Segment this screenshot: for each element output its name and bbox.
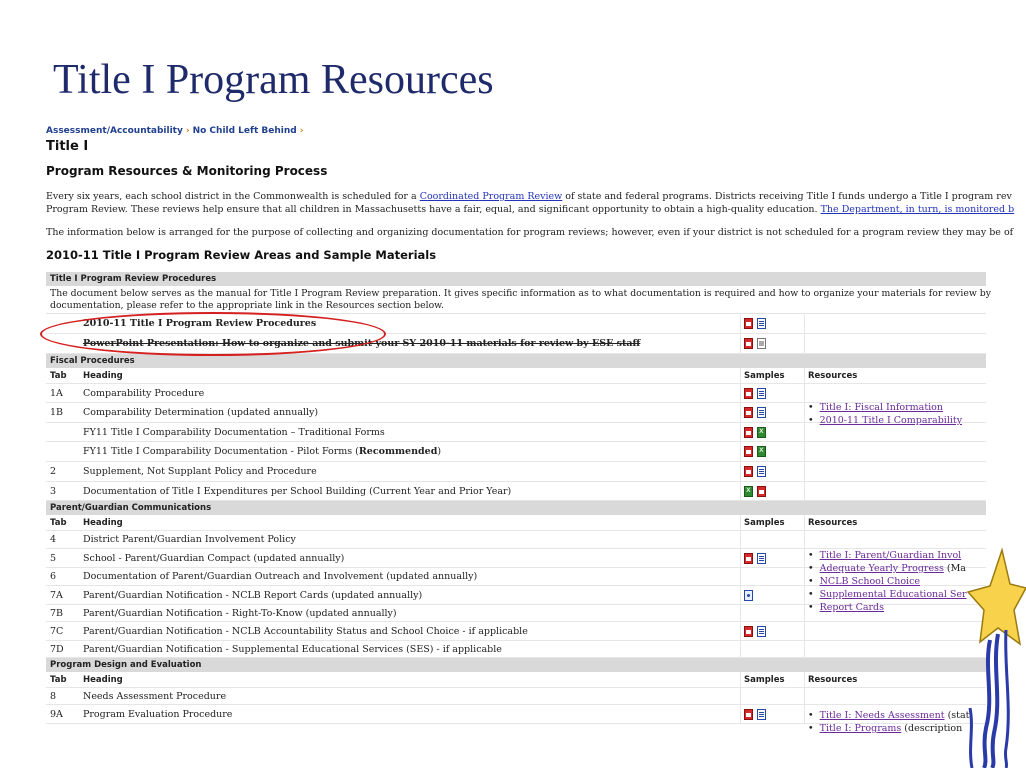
breadcrumb (46, 126, 306, 136)
web-icon[interactable] (744, 590, 753, 601)
fiscal-resources-list (808, 401, 962, 427)
paragraph-text: Program Review. These reviews help ensure that all children in Massachusetts have a fair, equal, and significant opportunity to obtain a high-quality education. (46, 204, 821, 215)
resource-link[interactable]: 2010-11 Title I Comparability (819, 415, 963, 426)
parent-resources-list (808, 549, 967, 614)
column-header: Tab (50, 517, 67, 528)
tab-cell: 5 (50, 552, 57, 564)
chevron-right-icon: › (299, 126, 304, 136)
heading-cell (80, 446, 740, 457)
heading-cell: Comparability Determination (updated annually) (83, 407, 319, 418)
page-subheading: Program Resources & Monitoring Process (46, 164, 328, 178)
samples-cell (740, 705, 804, 723)
slide-title: Title I Program Resources (53, 57, 494, 103)
heading-cell: Parent/Guardian Notification - NCLB Accountability Status and School Choice - if applicable (83, 625, 528, 637)
word-icon[interactable] (757, 318, 766, 329)
resource-note: (stat (944, 710, 970, 721)
column-header-row (46, 515, 986, 531)
column-header-row (46, 368, 986, 384)
excel-icon[interactable] (757, 446, 766, 457)
samples-cell (740, 549, 804, 567)
pdf-icon[interactable] (744, 626, 753, 637)
resource-link[interactable]: Title I: Needs Assessment (819, 710, 945, 721)
highlight-ellipse (40, 312, 386, 356)
table-row[interactable] (46, 442, 986, 462)
list-item (808, 601, 967, 614)
breadcrumb-item[interactable]: Assessment/Accountability (46, 126, 183, 136)
resources-cell (804, 442, 986, 461)
resources-cell (804, 462, 986, 481)
column-header: Heading (83, 370, 123, 381)
resources-cell (804, 384, 986, 402)
list-item (808, 414, 962, 427)
samples-cell (740, 314, 804, 333)
pdf-icon[interactable] (744, 427, 753, 438)
resource-link[interactable]: Title I: Programs (819, 723, 902, 734)
list-item (808, 588, 967, 601)
tab-cell: 7A (50, 589, 63, 601)
resource-link[interactable]: Report Cards (819, 602, 884, 613)
heading-cell: Parent/Guardian Notification - NCLB Report Cards (updated annually) (83, 589, 423, 601)
heading-cell: Supplement, Not Supplant Policy and Procedure (83, 466, 317, 477)
section-intro (46, 286, 992, 314)
tab-cell: 6 (50, 571, 57, 582)
pdf-icon[interactable] (744, 318, 753, 329)
heading-cell: Program Evaluation Procedure (83, 708, 233, 720)
coordinated-program-review-link[interactable]: Coordinated Program Review (419, 191, 563, 202)
column-header: Resources (804, 515, 986, 530)
tab-cell: 7C (50, 625, 64, 637)
pdf-icon[interactable] (744, 709, 753, 720)
pdf-icon[interactable] (744, 388, 753, 399)
tab-cell: 4 (50, 534, 57, 545)
resources-cell (804, 314, 986, 333)
table-row[interactable] (46, 531, 986, 549)
section-header: Program Design and Evaluation (46, 658, 986, 672)
samples-cell (740, 462, 804, 481)
samples-cell (740, 442, 804, 461)
heading-cell: Parent/Guardian Notification - Supplemental Educational Services (SES) - if applicable (83, 643, 502, 655)
list-item (808, 401, 962, 414)
list-item (808, 722, 969, 735)
powerpoint-icon[interactable] (757, 338, 766, 349)
tab-cell: 2 (50, 466, 57, 477)
intro-line: documentation, please refer to the appropriate link in the Resources section below. (50, 300, 444, 311)
samples-cell (740, 641, 804, 657)
column-header: Tab (50, 370, 67, 381)
column-header: Resources (804, 368, 986, 383)
word-icon[interactable] (757, 553, 766, 564)
resources-cell (804, 688, 986, 704)
samples-cell (740, 605, 804, 621)
section-header: Title I Program Review Procedures (46, 272, 986, 286)
column-header: Tab (50, 674, 67, 685)
column-header: Resources (804, 672, 986, 687)
samples-cell (740, 586, 804, 604)
resources-cell (804, 482, 986, 500)
resource-link[interactable]: Supplemental Educational Ser (819, 589, 967, 600)
tab-cell: 9A (50, 708, 63, 720)
program-design-resources-list (808, 709, 969, 735)
word-icon[interactable] (757, 407, 766, 418)
samples-cell (740, 384, 804, 402)
intro-line: The document below serves as the manual for Title I Program Review preparation. It gives specific information as to what documentation is required and how to organize your materials for review by (50, 288, 992, 299)
resource-link[interactable]: Title I: Fiscal Information (819, 402, 944, 413)
tab-cell: 3 (50, 485, 57, 497)
resources-cell (804, 641, 986, 657)
heading-text: ) (437, 446, 442, 457)
column-header: Samples (740, 672, 804, 687)
heading-cell: Needs Assessment Procedure (83, 690, 227, 702)
excel-icon[interactable] (744, 486, 753, 497)
heading-cell: Documentation of Parent/Guardian Outreach and Involvement (updated annually) (83, 571, 478, 582)
tab-cell: 7D (50, 643, 64, 655)
tab-cell: 1A (50, 387, 63, 399)
recommended-label: Recommended (358, 446, 438, 457)
resource-link[interactable]: NCLB School Choice (819, 576, 921, 587)
list-item (808, 575, 967, 588)
table-row[interactable] (46, 641, 986, 658)
samples-cell (740, 568, 804, 585)
paragraph-text: Every six years, each school district in the Commonwealth is scheduled for a (46, 191, 420, 202)
word-icon[interactable] (757, 388, 766, 399)
chevron-right-icon: › (185, 126, 190, 136)
column-header: Samples (740, 515, 804, 530)
tab-cell: 8 (50, 690, 57, 702)
paragraph-text: of state and federal programs. Districts receiving Title I funds undergo a Title I program rev (562, 191, 1012, 202)
samples-cell (740, 531, 804, 548)
table-row[interactable] (46, 462, 986, 482)
webpage-screenshot (42, 122, 1015, 734)
heading-cell: Comparability Procedure (83, 387, 205, 399)
table-row[interactable] (46, 482, 986, 501)
heading-cell: District Parent/Guardian Involvement Policy (83, 534, 296, 545)
list-item (808, 709, 969, 722)
word-icon[interactable] (757, 709, 766, 720)
table-row[interactable] (46, 622, 986, 641)
word-icon[interactable] (757, 626, 766, 637)
tab-cell: 7B (50, 607, 64, 619)
resources-cell (804, 622, 986, 640)
pdf-icon[interactable] (744, 407, 753, 418)
samples-cell (740, 622, 804, 640)
intro-paragraph (46, 190, 1014, 216)
samples-cell (740, 688, 804, 704)
column-header: Heading (83, 674, 123, 685)
breadcrumb-item[interactable]: No Child Left Behind (192, 126, 297, 136)
resource-link[interactable]: Adequate Yearly Progress (819, 563, 944, 574)
star-decoration (962, 548, 1026, 768)
samples-cell (740, 334, 804, 353)
list-item (808, 549, 967, 562)
word-icon[interactable] (757, 466, 766, 477)
section-header: Parent/Guardian Communications (46, 501, 986, 515)
heading-cell: School - Parent/Guardian Compact (updated annually) (83, 552, 345, 564)
heading-cell: Parent/Guardian Notification - Right-To-Know (updated annually) (83, 607, 397, 619)
section-heading: 2010-11 Title I Program Review Areas and Sample Materials (46, 248, 437, 262)
samples-cell (740, 403, 804, 422)
pdf-icon[interactable] (744, 446, 753, 457)
column-header-row (46, 672, 986, 688)
samples-cell (740, 423, 804, 441)
pdf-icon[interactable] (744, 466, 753, 477)
heading-cell: FY11 Title I Comparability Documentation – Traditional Forms (83, 426, 385, 438)
page-heading: Title I (46, 139, 89, 154)
excel-icon[interactable] (757, 427, 766, 438)
resources-cell (804, 334, 986, 353)
section-header: Fiscal Procedures (46, 354, 986, 368)
resource-note: (description (901, 723, 963, 734)
heading-cell: PowerPoint Presentation: How to organize and submit your SY 2010-11 materials for review by ESE staff (83, 338, 641, 349)
info-paragraph: The information below is arranged for the purpose of collecting and organizing documentation for program reviews; however, even if your district is not scheduled for a program review they may be of (46, 227, 1014, 238)
tab-cell: 1B (50, 407, 64, 418)
resource-note: (Ma (943, 563, 966, 574)
column-header: Heading (83, 517, 123, 528)
pdf-icon[interactable] (744, 338, 753, 349)
resources-cell (804, 531, 986, 548)
table-row[interactable] (46, 688, 986, 705)
pdf-icon[interactable] (744, 553, 753, 564)
heading-text: FY11 Title I Comparability Documentation - Pilot Forms ( (83, 446, 359, 457)
department-monitored-link[interactable]: The Department, in turn, is monitored b (820, 204, 1015, 215)
pdf-icon[interactable] (757, 486, 766, 497)
column-header: Samples (740, 368, 804, 383)
resource-link[interactable]: Title I: Parent/Guardian Invol (819, 550, 962, 561)
list-item (808, 562, 967, 575)
heading-cell: Documentation of Title I Expenditures per School Building (Current Year and Prior Year) (83, 485, 512, 497)
samples-cell (740, 482, 804, 500)
heading-cell: 2010-11 Title I Program Review Procedures (83, 318, 317, 329)
